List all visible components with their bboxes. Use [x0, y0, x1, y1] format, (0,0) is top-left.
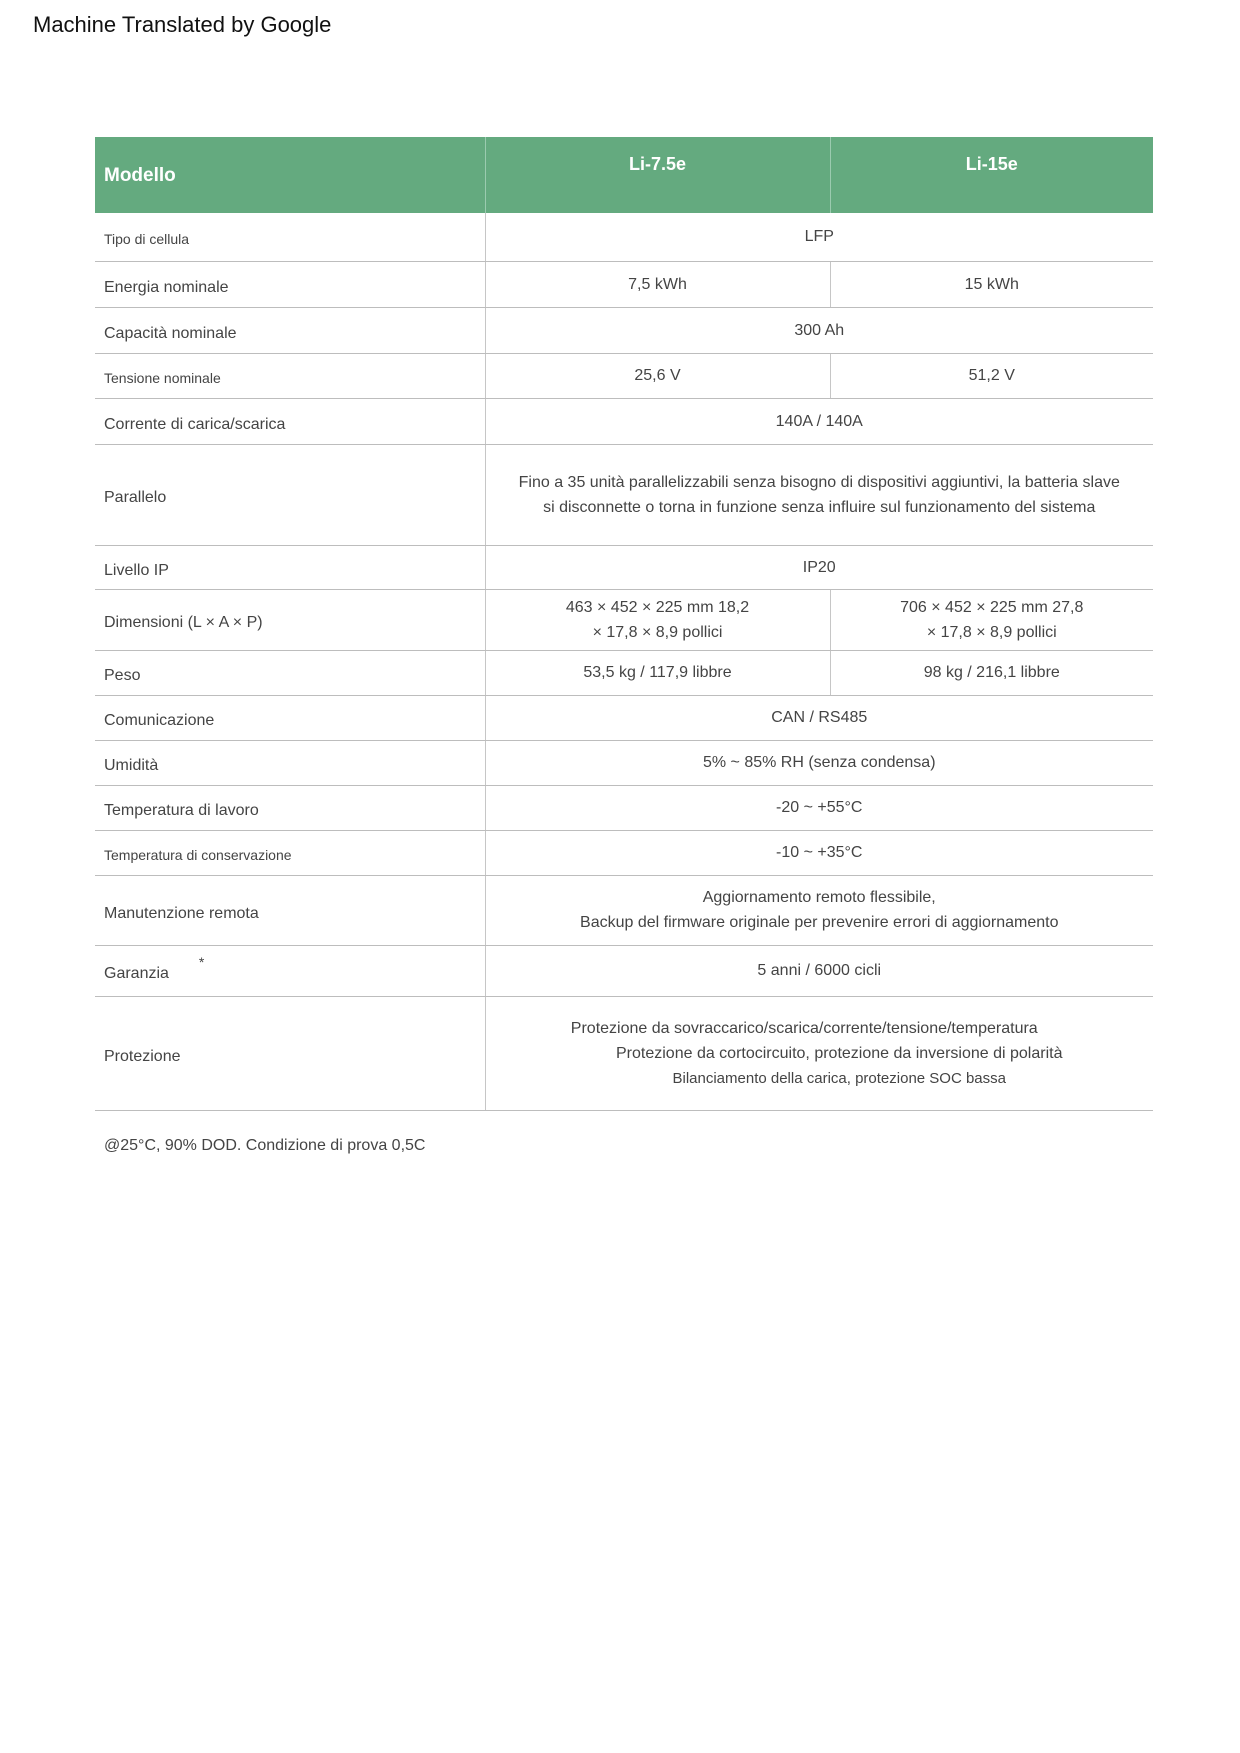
table-row: [95, 740, 1153, 785]
table-row: [95, 695, 1153, 740]
row-label: Comunicazione: [95, 695, 485, 740]
row-value: 5% ~ 85% RH (senza condensa): [485, 740, 1153, 785]
value-line: Aggiornamento remoto flessibile,: [702, 889, 936, 906]
row-value: -20 ~ +55°C: [485, 785, 1153, 830]
table-row: [95, 444, 1153, 545]
spec-table: [95, 137, 1153, 1111]
table-row: [95, 353, 1153, 398]
row-value-b: 51,2 V: [830, 353, 1153, 398]
row-value: 140A / 140A: [485, 398, 1153, 444]
table-row: [95, 589, 1153, 650]
row-value-a: 7,5 kWh: [485, 261, 830, 307]
row-label: [95, 945, 485, 996]
table-row: [95, 307, 1153, 353]
row-value: 300 Ah: [485, 307, 1153, 353]
row-label: Corrente di carica/scarica: [95, 398, 485, 444]
row-value-a: [485, 589, 830, 650]
table-row: [95, 213, 1153, 261]
table-row: [95, 996, 1153, 1110]
value-line: Protezione da cortocircuito, protezione da inversione di polarità: [616, 1044, 1063, 1062]
row-label: Tipo di cellula: [95, 213, 485, 261]
table-row: [95, 261, 1153, 307]
value-line: Bilanciamento della carica, protezione SOC bassa: [672, 1069, 1006, 1087]
header-row: [95, 137, 1153, 213]
value-line: si disconnette o torna in funzione senza influire sul funzionamento del sistema: [543, 498, 1096, 516]
row-value: [485, 444, 1153, 545]
row-value-a: 25,6 V: [485, 353, 830, 398]
value-line: Fino a 35 unità parallelizzabili senza bisogno di dispositivi aggiuntivi, la batteria slave: [518, 473, 1120, 491]
row-value: [485, 996, 1153, 1110]
row-label-text: Garanzia: [104, 965, 169, 982]
table-row: [95, 650, 1153, 695]
row-value-b: 15 kWh: [830, 261, 1153, 307]
row-label: Manutenzione remota: [95, 875, 485, 945]
value-line: × 17,8 × 8,9 pollici: [592, 623, 723, 641]
value-line: 463 × 452 × 225 mm 18,2: [565, 598, 750, 616]
table-row: [95, 785, 1153, 830]
row-label: Tensione nominale: [95, 353, 485, 398]
table-row: [95, 398, 1153, 444]
row-value: LFP: [485, 213, 1153, 261]
model-li-7-5e: Li-7.5e: [485, 137, 830, 213]
row-value: 5 anni / 6000 cicli: [485, 945, 1153, 996]
row-label: Temperatura di lavoro: [95, 785, 485, 830]
header-label: Modello: [95, 137, 485, 213]
footnote-marker: *: [198, 954, 205, 970]
row-label: Umidità: [95, 740, 485, 785]
value-line: Backup del firmware originale per prevenire errori di aggiornamento: [580, 914, 1059, 931]
row-label: Energia nominale: [95, 261, 485, 307]
value-line: 706 × 452 × 225 mm 27,8: [900, 598, 1084, 616]
row-value: IP20: [485, 545, 1153, 589]
row-label: Capacità nominale: [95, 307, 485, 353]
row-value: [485, 875, 1153, 945]
row-label: Peso: [95, 650, 485, 695]
value-line: Protezione da sovraccarico/scarica/corrente/tensione/temperatura: [570, 1019, 1038, 1037]
table-row: [95, 830, 1153, 875]
row-label: Livello IP: [95, 545, 485, 589]
row-label: Protezione: [95, 996, 485, 1110]
translation-banner: Machine Translated by Google: [33, 12, 332, 37]
model-li-15e: Li-15e: [830, 137, 1153, 213]
table-row: [95, 545, 1153, 589]
row-value: -10 ~ +35°C: [485, 830, 1153, 875]
row-value-a: 53,5 kg / 117,9 libbre: [485, 650, 830, 695]
footnote: @25°C, 90% DOD. Condizione di prova 0,5C: [104, 1137, 426, 1154]
row-value: CAN / RS485: [485, 695, 1153, 740]
row-value-b: 98 kg / 216,1 libbre: [830, 650, 1153, 695]
row-label: Parallelo: [95, 444, 485, 545]
row-label: Dimensioni (L × A × P): [95, 589, 485, 650]
table-row: [95, 945, 1153, 996]
table-row: [95, 875, 1153, 945]
row-label: Temperatura di conservazione: [95, 830, 485, 875]
value-line: × 17,8 × 8,9 pollici: [926, 623, 1057, 641]
row-value-b: [830, 589, 1153, 650]
